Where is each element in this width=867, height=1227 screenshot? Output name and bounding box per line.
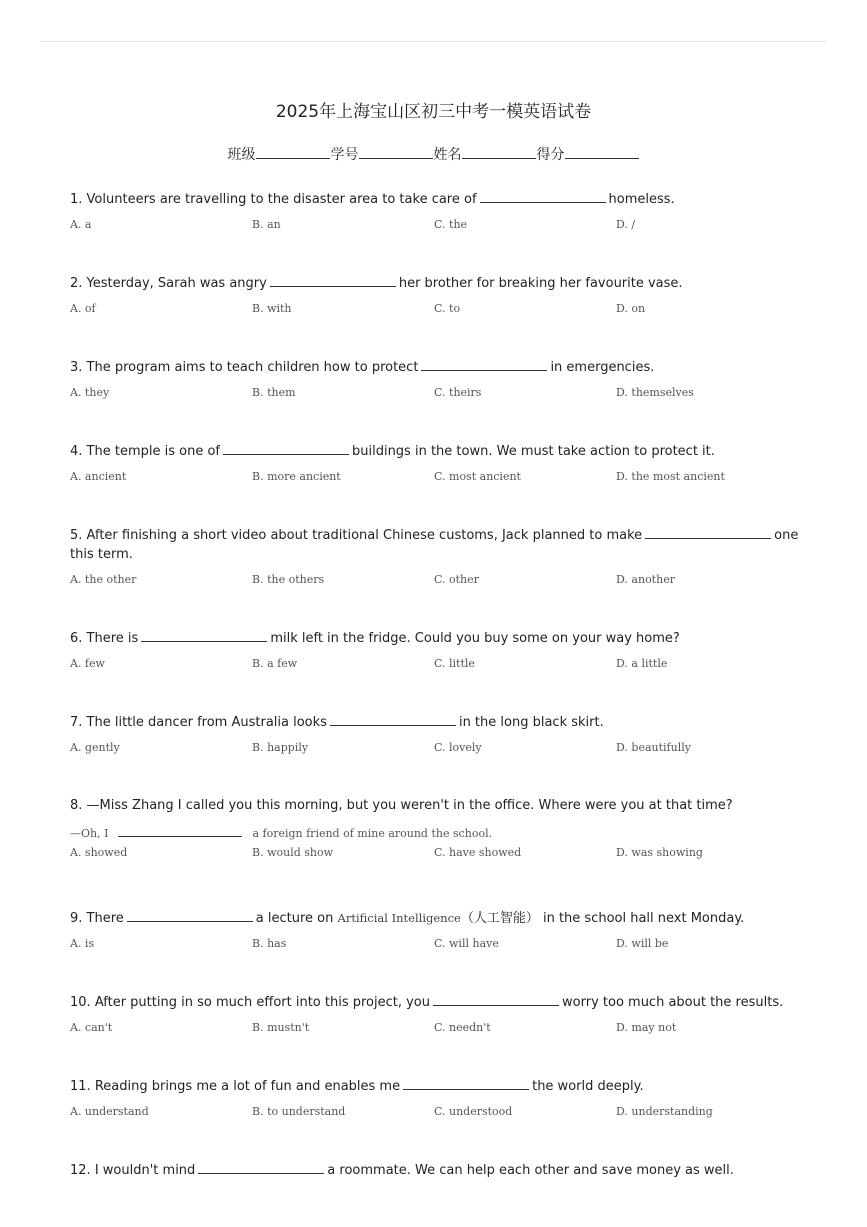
answer-blank	[223, 441, 349, 455]
question-10	[70, 992, 800, 1037]
question-stem	[70, 712, 800, 732]
option-b: B. an	[252, 218, 281, 231]
question-number: 10.	[70, 995, 91, 1010]
score-blank	[565, 145, 639, 159]
option-a: A. of	[70, 302, 96, 315]
question-stem	[70, 189, 800, 209]
question-3	[70, 357, 800, 402]
stem-text: milk left in the fridge. Could you buy some on your way home?	[270, 631, 680, 646]
option-b: B. a few	[252, 657, 298, 670]
question-6	[70, 628, 800, 673]
question-number: 3.	[70, 360, 83, 375]
option-a: A. the other	[70, 573, 137, 586]
option-b: B. would show	[252, 846, 334, 859]
answer-blank	[403, 1076, 529, 1090]
question-stem	[70, 908, 800, 928]
stem-text: After finishing a short video about traditional Chinese customs, Jack planned to make	[86, 528, 643, 543]
student-id-blank	[359, 145, 433, 159]
stem-text: homeless.	[608, 192, 675, 207]
answer-blank	[118, 823, 242, 837]
option-b: B. mustn't	[252, 1021, 310, 1034]
option-c: C. most ancient	[434, 470, 521, 483]
option-b: B. the others	[252, 573, 325, 586]
options-row	[70, 470, 800, 486]
option-c: C. to	[434, 302, 461, 315]
option-b: B. happily	[252, 741, 309, 754]
option-d: D. another	[616, 573, 675, 586]
option-d: D. will be	[616, 937, 669, 950]
question-number: 11.	[70, 1079, 91, 1094]
option-b: B. more ancient	[252, 470, 341, 483]
option-d: D. understanding	[616, 1105, 713, 1118]
question-stem	[70, 357, 800, 377]
answer-blank	[645, 525, 771, 539]
question-stem	[70, 1076, 800, 1096]
reply-text: —Oh, I	[70, 827, 109, 840]
option-a: A. they	[70, 386, 110, 399]
option-a: A. can't	[70, 1021, 113, 1034]
question-12	[70, 1160, 800, 1180]
question-stem	[70, 273, 800, 293]
option-b: B. has	[252, 937, 287, 950]
stem-text: buildings in the town. We must take action to protect it.	[351, 444, 715, 459]
question-stem	[70, 1160, 800, 1180]
question-7	[70, 712, 800, 757]
stem-text: Reading brings me a lot of fun and enables me	[94, 1079, 401, 1094]
option-c: C. will have	[434, 937, 499, 950]
option-d: D. a little	[616, 657, 668, 670]
option-a: A. gently	[70, 741, 120, 754]
answer-blank	[421, 357, 547, 371]
stem-text: There	[86, 911, 124, 926]
answer-blank	[127, 908, 253, 922]
option-d: D. on	[616, 302, 646, 315]
option-d: D. was showing	[616, 846, 703, 859]
answer-blank	[480, 189, 606, 203]
options-row	[70, 657, 800, 673]
question-number: 2.	[70, 276, 83, 291]
stem-text: her brother for breaking her favourite vase.	[398, 276, 683, 291]
question-number: 6.	[70, 631, 83, 646]
stem-text: in the long black skirt.	[458, 715, 604, 730]
option-a: A. ancient	[70, 470, 127, 483]
options-row	[70, 218, 800, 234]
stem-text: a roommate. We can help each other and save money as well.	[327, 1163, 734, 1178]
question-stem	[70, 992, 800, 1012]
stem-text: in emergencies.	[550, 360, 655, 375]
stem-text: I wouldn't mind	[94, 1163, 196, 1178]
option-c: C. needn't	[434, 1021, 491, 1034]
stem-text: The temple is one of	[86, 444, 220, 459]
option-d: D. themselves	[616, 386, 694, 399]
answer-blank	[433, 992, 559, 1006]
question-stem	[70, 628, 800, 648]
option-b: B. with	[252, 302, 292, 315]
option-c: C. little	[434, 657, 475, 670]
options-row	[70, 1021, 800, 1037]
question-5	[70, 525, 800, 589]
options-row	[70, 302, 800, 318]
score-label: 得分	[536, 147, 565, 163]
option-d: D. the most ancient	[616, 470, 725, 483]
question-4	[70, 441, 800, 486]
option-c: C. have showed	[434, 846, 522, 859]
option-a: A. showed	[70, 846, 128, 859]
top-divider	[40, 41, 827, 42]
option-c: C. theirs	[434, 386, 482, 399]
option-d: D. /	[616, 218, 636, 231]
stem-text: The little dancer from Australia looks	[86, 715, 327, 730]
stem-text: —Miss Zhang I called you this morning, but you weren't in the office. Where were you at that time?	[86, 798, 733, 813]
question-stem	[70, 441, 800, 461]
options-row	[70, 846, 800, 862]
page-title: 2025年上海宝山区初三中考一模英语试卷	[275, 102, 592, 122]
stem-text: After putting in so much effort into this project, you	[94, 995, 431, 1010]
stem-text: worry too much about the results.	[562, 995, 784, 1010]
question-stem	[70, 796, 800, 815]
student-info-line	[0, 144, 867, 164]
name-label: 姓名	[433, 147, 462, 163]
option-c: C. understood	[434, 1105, 513, 1118]
stem-text: Yesterday, Sarah was angry	[86, 276, 267, 291]
question-11	[70, 1076, 800, 1121]
class-label: 班级	[227, 147, 256, 163]
option-c: C. other	[434, 573, 479, 586]
question-number: 8.	[70, 798, 83, 813]
stem-term: Artificial Intelligence	[337, 911, 461, 925]
options-row	[70, 1105, 800, 1121]
class-blank	[256, 145, 330, 159]
answer-blank	[330, 712, 456, 726]
option-c: C. the	[434, 218, 468, 231]
question-2	[70, 273, 800, 318]
stem-text: Volunteers are travelling to the disaster area to take care of	[86, 192, 477, 207]
question-9	[70, 908, 800, 953]
options-row	[70, 741, 800, 757]
option-a: A. is	[70, 937, 95, 950]
option-d: D. beautifully	[616, 741, 691, 754]
stem-text: the world deeply.	[532, 1079, 644, 1094]
option-a: A. a	[70, 218, 92, 231]
stem-text: （人工智能） in the school hall next Monday.	[460, 911, 745, 926]
option-a: A. few	[70, 657, 105, 670]
options-row	[70, 937, 800, 953]
dialogue-reply	[70, 823, 800, 839]
option-b: B. to understand	[252, 1105, 346, 1118]
name-blank	[462, 145, 536, 159]
question-1	[70, 189, 800, 234]
answer-blank	[198, 1160, 324, 1174]
question-number: 4.	[70, 444, 83, 459]
option-a: A. understand	[70, 1105, 149, 1118]
options-row	[70, 573, 800, 589]
question-number: 7.	[70, 715, 83, 730]
stem-text: There is	[86, 631, 139, 646]
option-c: C. lovely	[434, 741, 482, 754]
stem-text: a lecture on	[255, 911, 334, 926]
option-d: D. may not	[616, 1021, 677, 1034]
student-id-label: 学号	[330, 147, 359, 163]
reply-text: a foreign friend of mine around the school.	[252, 827, 493, 840]
stem-text: one this term.	[70, 528, 799, 562]
options-row	[70, 386, 800, 402]
question-number: 9.	[70, 911, 83, 926]
option-b: B. them	[252, 386, 296, 399]
question-number: 5.	[70, 528, 83, 543]
stem-text: The program aims to teach children how to protect	[86, 360, 419, 375]
question-stem	[70, 525, 800, 564]
question-8	[70, 796, 800, 862]
question-number: 1.	[70, 192, 83, 207]
answer-blank	[270, 273, 396, 287]
answer-blank	[141, 628, 267, 642]
question-number: 12.	[70, 1163, 91, 1178]
